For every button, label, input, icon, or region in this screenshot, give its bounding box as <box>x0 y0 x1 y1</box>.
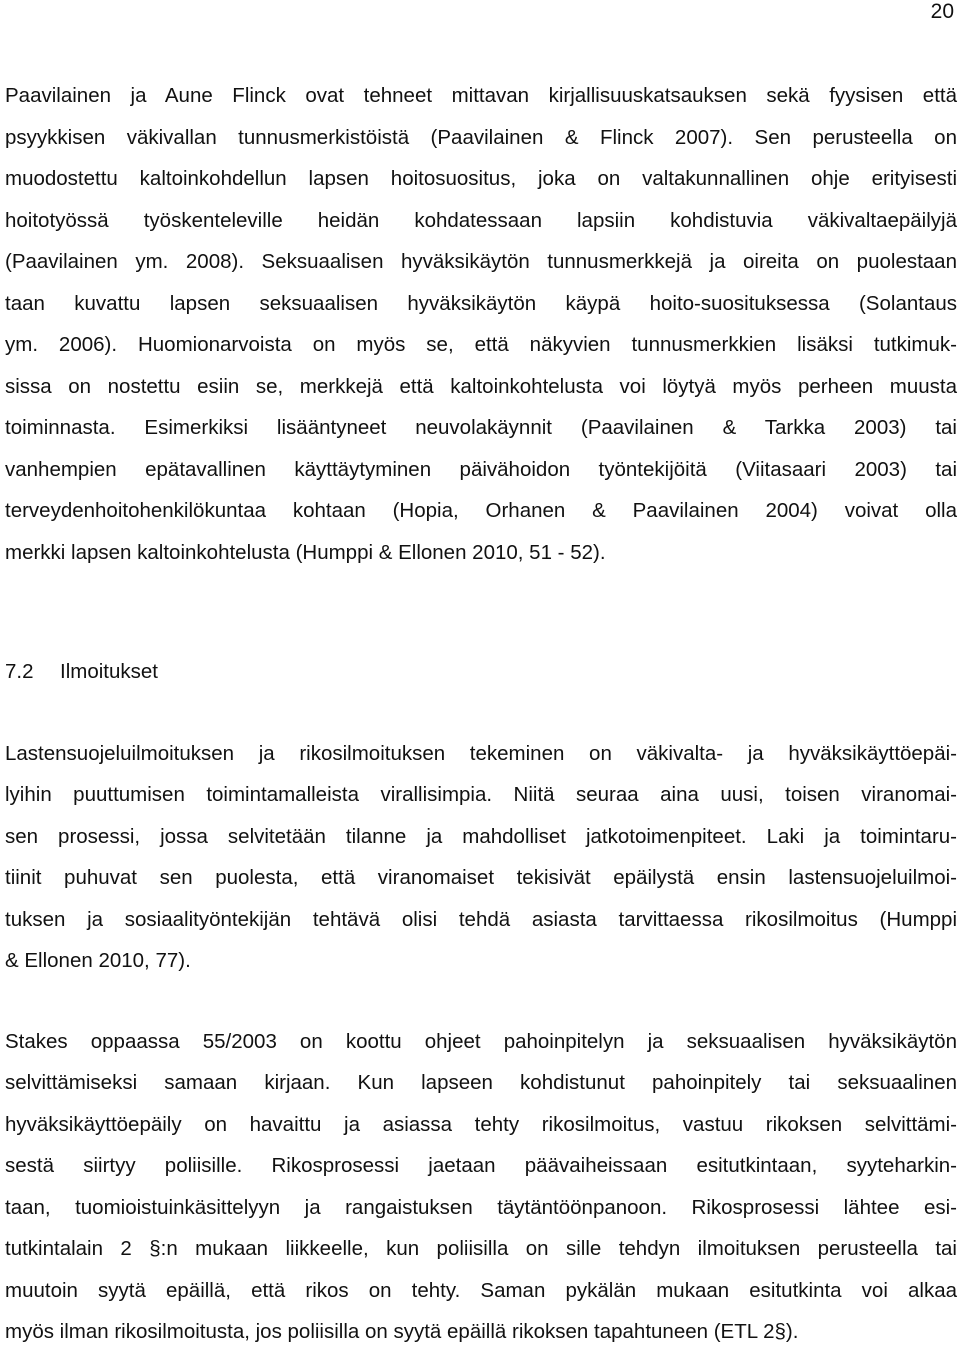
text-line: terveydenhoitohenkilökuntaa kohtaan (Hopia, Orhanen & Paavilainen 2004) voivat olla <box>5 499 957 522</box>
text-line: muutoin syytä epäillä, että rikos on tehty. Saman pykälän mukaan esitutkinta voi alkaa <box>5 1278 957 1302</box>
text-line: toiminnasta. Esimerkiksi lisääntyneet neuvolakäynnit (Paavilainen & Tarkka 2003) tai <box>5 416 957 439</box>
text-line: sissa on nostettu esiin se, merkkejä että kaltoinkohtelusta voi löytyä myös perheen muusta <box>5 374 957 398</box>
paragraph-notifications <box>5 733 957 982</box>
page-number: 20 <box>930 0 954 23</box>
document-body <box>5 75 957 1353</box>
text-line: lyihin puuttumisen toimintamalleista virallisimpia. Niitä seuraa aina uusi, toisen viranomai- <box>5 783 957 806</box>
spacer <box>5 693 957 733</box>
text-line: (Paavilainen ym. 2008). Seksuaalisen hyväksikäytön tunnusmerkkejä ja oireita on puolestaan <box>5 250 957 273</box>
text-line: muodostettu kaltoinkohdellun lapsen hoitosuositus, joka on valtakunnallinen ohje erityisesti <box>5 167 957 190</box>
text-line: taan kuvattu lapsen seksuaalisen hyväksikäytön käypä hoito-suosituksessa (Solantaus <box>5 291 957 315</box>
text-line: ym. 2006). Huomionarvoista on myös se, että näkyvien tunnusmerkkien lisäksi tutkimuk- <box>5 333 957 356</box>
section-heading <box>5 651 957 693</box>
text-line: taan, tuomioistuinkäsittelyyn ja rangaistuksen täytäntöönpanoon. Rikosprosessi lähtee esi- <box>5 1195 957 1219</box>
text-line: psyykkisen väkivallan tunnusmerkistöistä (Paavilainen & Flinck 2007). Sen perusteella on <box>5 125 957 149</box>
text-line: Stakes oppaassa 55/2003 on koottu ohjeet pahoinpitelyn ja seksuaalisen hyväksikäytön <box>5 1029 957 1053</box>
paragraph-intro <box>5 75 957 573</box>
text-line: myös ilman rikosilmoitusta, jos poliisilla on syytä epäillä rikoksen tapahtuneen (ETL 2§). <box>5 1320 799 1343</box>
text-line: merkki lapsen kaltoinkohtelusta (Humppi & Ellonen 2010, 51 - 52). <box>5 540 606 564</box>
text-line: vanhempien epätavallinen käyttäytyminen päivähoidon työntekijöitä (Viitasaari 2003) tai <box>5 457 957 481</box>
text-line: tuksen ja sosiaalityöntekijän tehtävä olisi tehdä asiasta tarvittaessa rikosilmoitus (Humppi <box>5 907 957 931</box>
paragraph-stakes <box>5 1021 957 1353</box>
text-line: Lastensuojeluilmoituksen ja rikosilmoituksen tekeminen on väkivalta- ja hyväksikäyttöepäi- <box>5 741 957 765</box>
text-line: Paavilainen ja Aune Flinck ovat tehneet mittavan kirjallisuuskatsauksen sekä fyysisen että <box>5 84 957 107</box>
section-number: 7.2 <box>5 660 34 683</box>
text-line: hyväksikäyttöepäily on havaittu ja asiassa tehty rikosilmoitus, vastuu rikoksen selvittämi- <box>5 1112 957 1136</box>
text-line: sen prosessi, jossa selvitetään tilanne ja mahdolliset jatkotoimenpiteet. Laki ja toimintaru- <box>5 824 957 848</box>
spacer <box>5 573 957 651</box>
text-line: selvittämiseksi samaan kirjaan. Kun lapseen kohdistunut pahoinpitely tai seksuaalinen <box>5 1071 957 1094</box>
text-line: tiinit puhuvat sen puolesta, että viranomaiset tekisivät epäilystä ensin lastensuojeluilmoi- <box>5 866 957 889</box>
spacer <box>5 982 957 1021</box>
text-line: & Ellonen 2010, 77). <box>5 949 191 972</box>
text-line: hoitotyössä työskenteleville heidän kohdatessaan lapsiin kohdistuvia väkivaltaepäilyjä <box>5 208 957 232</box>
text-line: tutkintalain 2 §:n mukaan liikkeelle, kun poliisilla on sille tehdyn ilmoituksen perusteella tai <box>5 1237 957 1260</box>
text-line: sestä siirtyy poliisille. Rikosprosessi jaetaan päävaiheissaan esitutkintaan, syyteharkin- <box>5 1154 957 1177</box>
section-title: Ilmoitukset <box>60 660 158 683</box>
